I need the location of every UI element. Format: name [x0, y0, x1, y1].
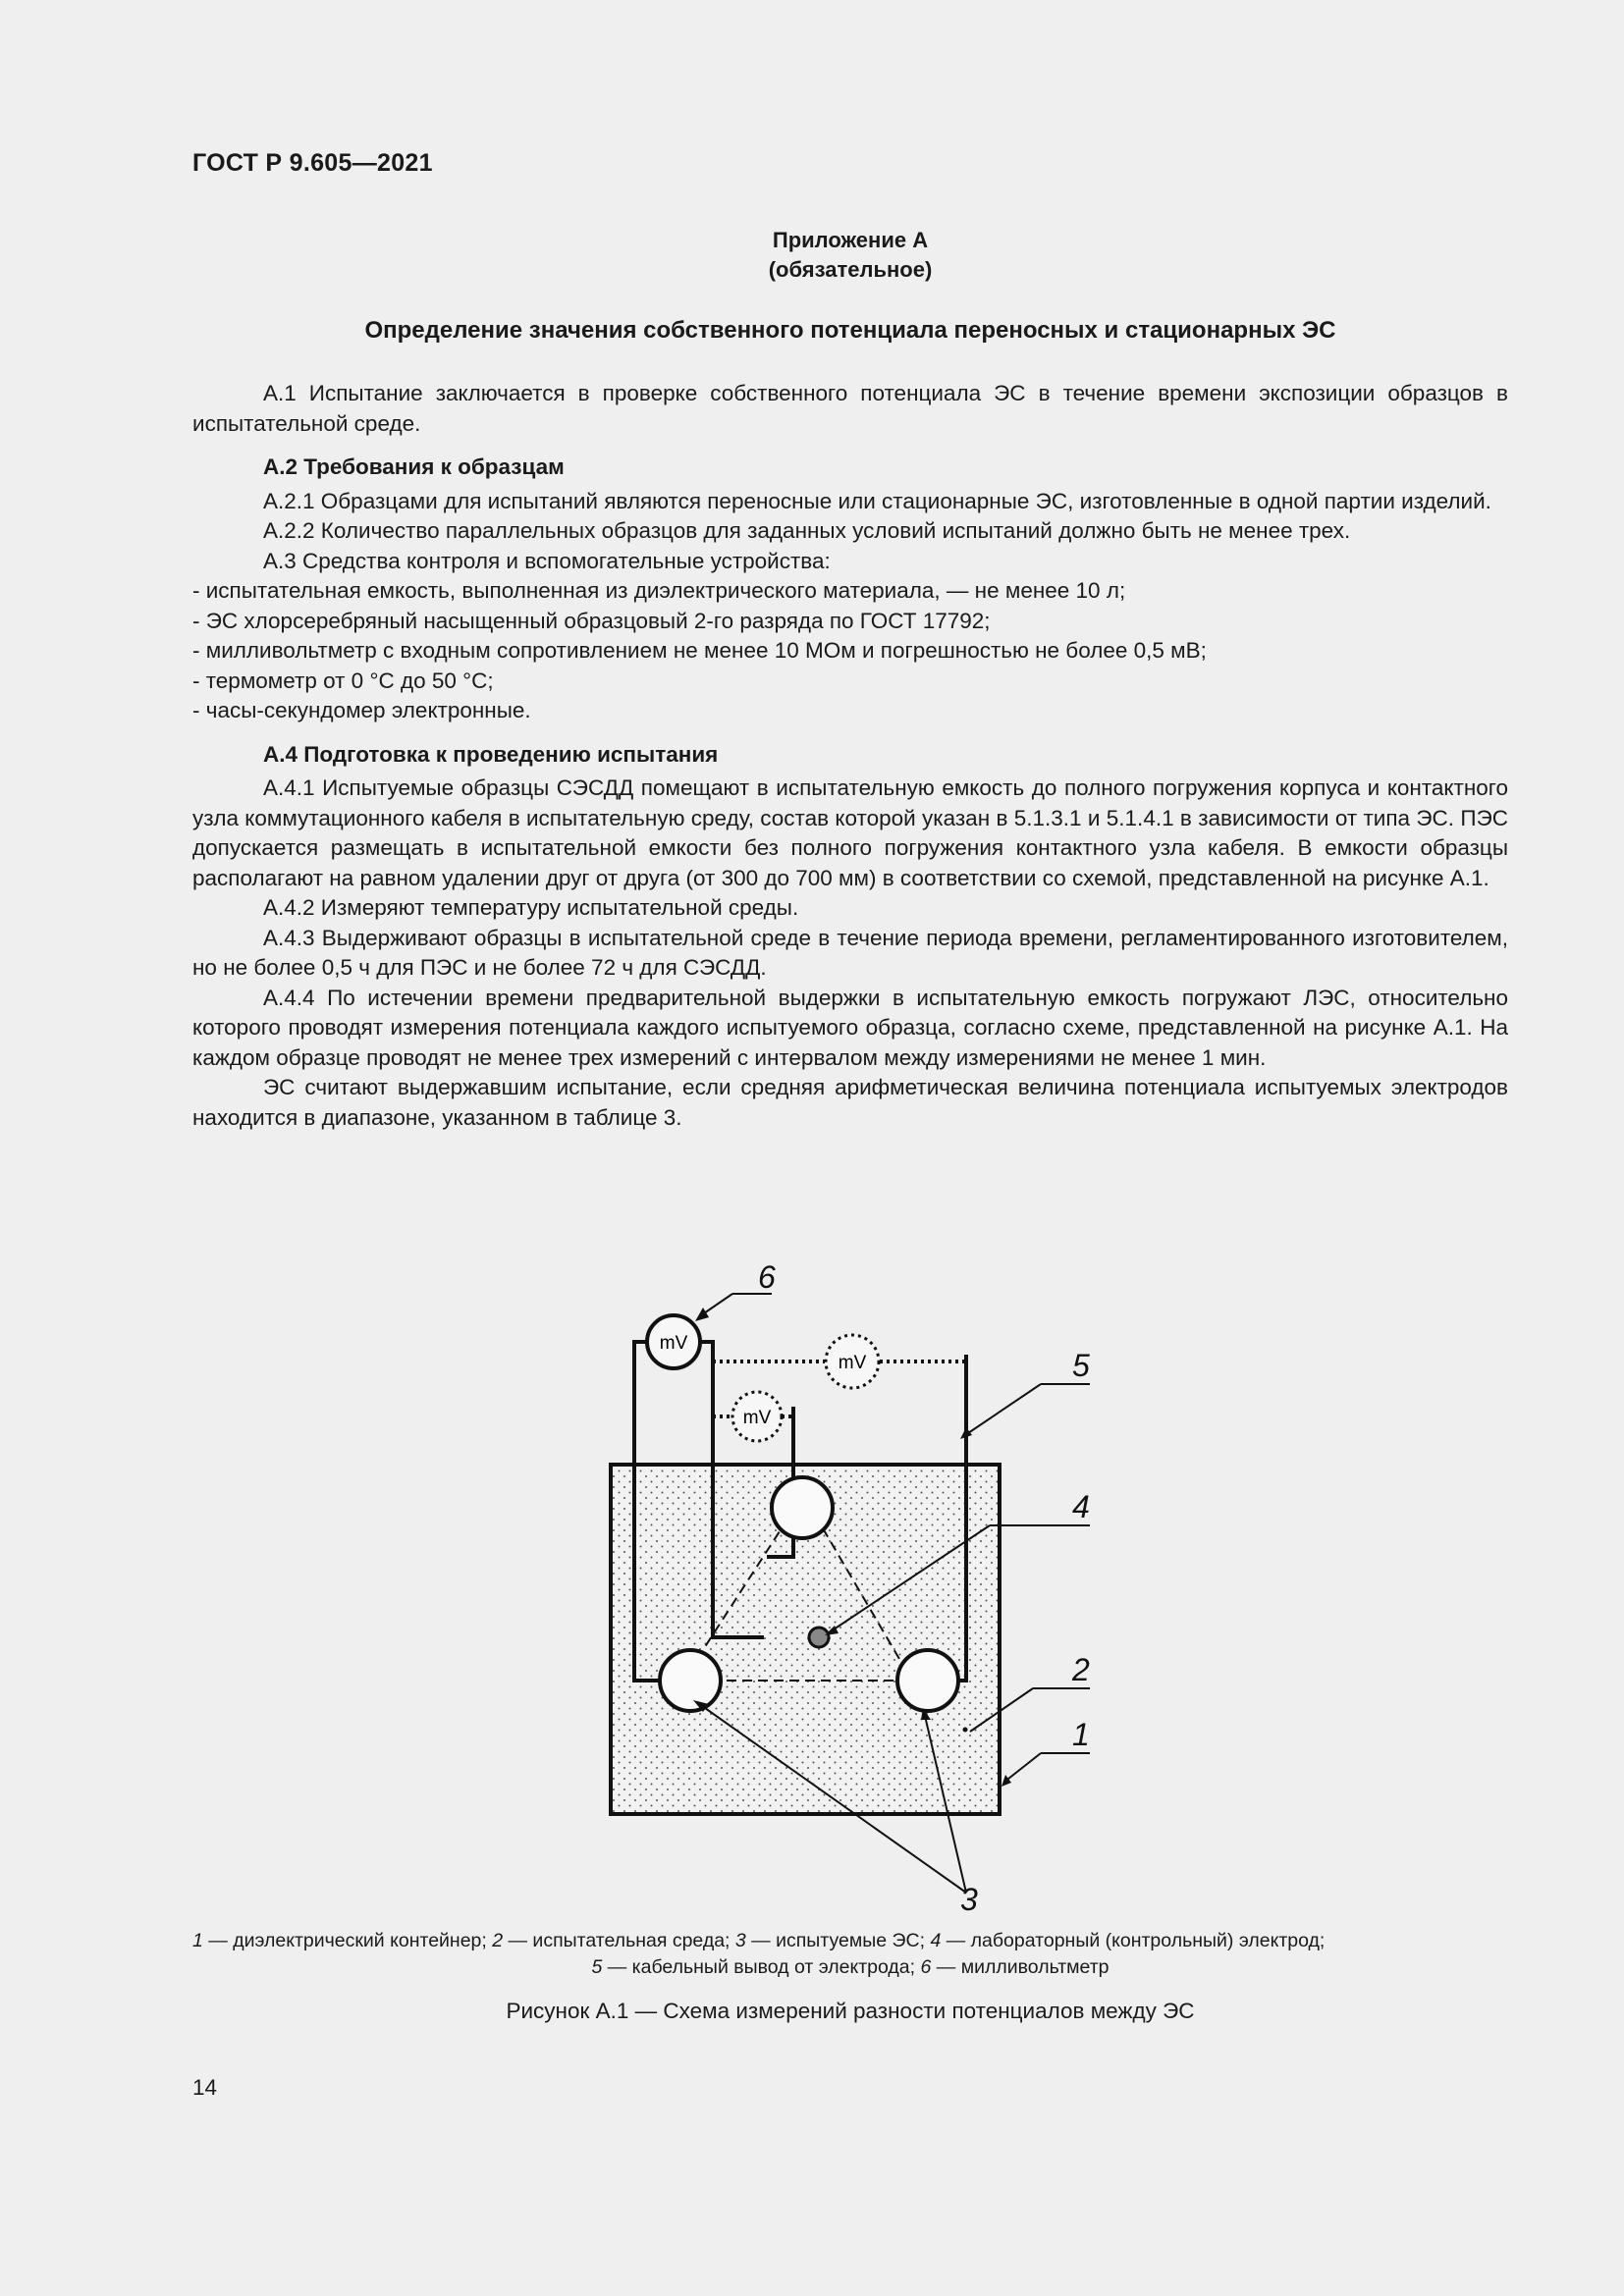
- callout-3: 3: [960, 1882, 978, 1914]
- list-item: - часы-секундомер электронные.: [192, 698, 531, 722]
- legend-line-2: [192, 1954, 1508, 1981]
- legend-num: 5: [591, 1956, 603, 1978]
- paragraph-a43: А.4.3 Выдерживают образцы в испытательной среде в течение периода времени, регламентированного изготовителем, но не более 0,5 ч для ПЭС и не более 72 ч для СЭСДД.: [192, 925, 1508, 980]
- paragraph-a42: А.4.2 Измеряют температуру испытательной среды.: [263, 895, 799, 920]
- document-header: ГОСТ Р 9.605—2021: [192, 149, 433, 177]
- annex-title: Приложение А: [772, 228, 929, 252]
- figure-legend: [192, 1928, 1508, 1981]
- meter-label: mV: [742, 1408, 772, 1428]
- meter-label: mV: [838, 1353, 867, 1373]
- section-heading-a4: А.4 Подготовка к проведению испытания: [263, 741, 719, 767]
- paragraph-a41: А.4.1 Испытуемые образцы СЭСДД помещают в испытательную емкость до полного погружения корпуса и контактного узла коммутационного кабеля в испытательную среду, состав которой указан в 5.1.3.1 и 5.1.4.1 в зависимости от типа ЭС. ПЭС допускается размещать в испытательной емкости без полного погружения контактного узла кабеля. В емкости образцы располагают на равном удалении друг от друга (от 300 до 700 мм) в соответствии со схемой, представленной на рисунке А.1.: [192, 775, 1508, 890]
- medium-point-marker: [963, 1728, 968, 1733]
- callout-5: 5: [1072, 1348, 1090, 1383]
- legend-text: — испытуемые ЭС;: [745, 1930, 931, 1951]
- legend-text: — лабораторный (контрольный) электрод;: [941, 1930, 1326, 1951]
- legend-text: — милливольтметр: [931, 1956, 1110, 1978]
- callout-1: 1: [1072, 1717, 1090, 1752]
- paragraph-a44: А.4.4 По истечении времени предварительной выдержки в испытательную емкость погружают ЛЭС, относительно которого проводят измерения потенциала каждого испытуемого образца, согласно схеме, представленной на рисунке А.1. На каждом образце проводят не менее трех измерений с интервалом между измерениями не менее 1 мин.: [192, 985, 1508, 1070]
- paragraph-final: ЭС считают выдержавшим испытание, если средняя арифметическая величина потенциала испытуемых электродов находится в диапазоне, указанном в таблице 3.: [192, 1075, 1508, 1130]
- list-item: - термометр от 0 °С до 50 °С;: [192, 667, 494, 693]
- legend-text: — диэлектрический контейнер;: [202, 1930, 493, 1951]
- list-item: - ЭС хлорсеребряный насыщенный образцовый 2-го разряда по ГОСТ 17792;: [192, 608, 991, 633]
- legend-text: — кабельный вывод от электрода;: [602, 1956, 921, 1978]
- legend-num: 6: [920, 1956, 932, 1978]
- callout-6: 6: [758, 1259, 776, 1295]
- legend-line-1: [192, 1930, 1325, 1951]
- figure-caption: Рисунок А.1 — Схема измерений разности потенциалов между ЭС: [506, 1999, 1195, 2023]
- page-number: 14: [192, 2075, 218, 2100]
- body-text: [192, 379, 1508, 1133]
- measurement-scheme-diagram: [589, 1247, 1100, 1914]
- list-item: - милливольтметр с входным сопротивлением не менее 10 МОм и погрешностью не более 0,5 мВ;: [192, 638, 1207, 663]
- legend-num: 1: [192, 1930, 203, 1951]
- paragraph-a1: А.1 Испытание заключается в проверке собственного потенциала ЭС в течение времени экспозиции образцов в испытательной среде.: [192, 381, 1508, 436]
- legend-num: 4: [930, 1930, 942, 1951]
- callout-4: 4: [1072, 1489, 1090, 1524]
- paragraph-a3: А.3 Средства контроля и вспомогательные устройства:: [263, 548, 831, 573]
- section-heading-a2: А.2 Требования к образцам: [263, 454, 565, 479]
- callout-2: 2: [1072, 1652, 1090, 1687]
- annex-status: (обязательное): [768, 257, 933, 282]
- paragraph-a22: А.2.2 Количество параллельных образцов для заданных условий испытаний должно быть не менее трех.: [263, 518, 1351, 543]
- annex-heading: Определение значения собственного потенциала переносных и стационарных ЭС: [364, 317, 1336, 344]
- meter-label: mV: [659, 1333, 688, 1354]
- legend-num: 3: [734, 1930, 746, 1951]
- legend-num: 2: [492, 1930, 504, 1951]
- paragraph-a21: А.2.1 Образцами для испытаний являются переносные или стационарные ЭС, изготовленные в одной партии изделий.: [263, 488, 1491, 513]
- legend-text: — испытательная среда;: [503, 1930, 735, 1951]
- list-item: - испытательная емкость, выполненная из диэлектрического материала, — не менее 10 л;: [192, 578, 1126, 603]
- laboratory-electrode: [809, 1628, 829, 1647]
